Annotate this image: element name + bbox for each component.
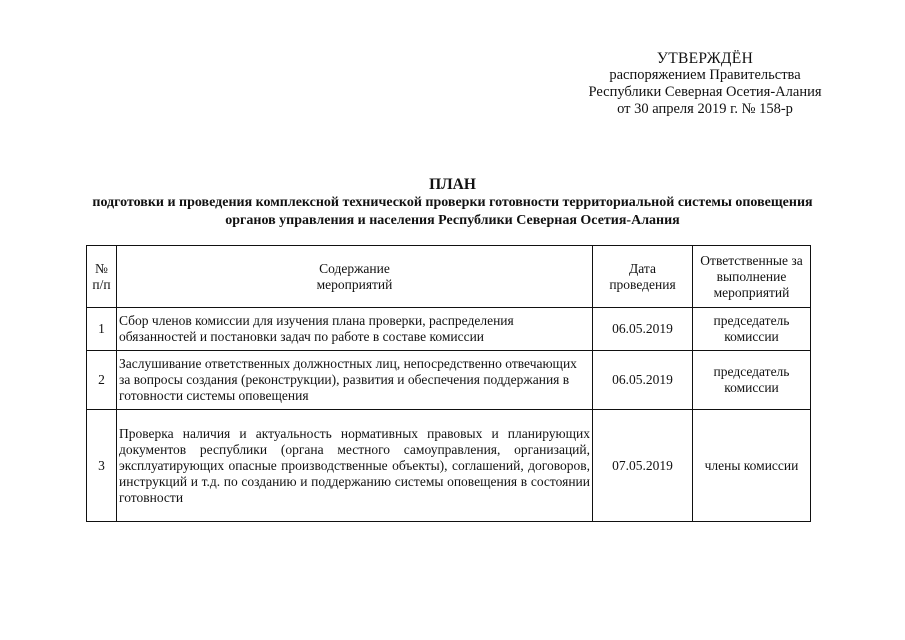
- row-content: Сбор членов комиссии для изучения плана проверки, распределения обязанностей и постановки задач по работе в составе комиссии: [117, 308, 593, 351]
- approval-line-2: Республики Северная Осетия-Алания: [588, 84, 822, 100]
- approval-line-1: распоряжением Правительства: [609, 67, 801, 83]
- header-resp-line-1: Ответственные за: [700, 252, 803, 268]
- header-date-line-2: проведения: [609, 276, 676, 292]
- header-content-line-2: мероприятий: [316, 276, 393, 292]
- header-content: [117, 246, 593, 308]
- header-date-line-1: Дата: [629, 260, 656, 276]
- row-responsible: члены комиссии: [693, 410, 811, 522]
- document-title: [20, 176, 885, 230]
- row-date: 07.05.2019: [593, 410, 693, 522]
- row-content: Заслушивание ответственных должностных лиц, непосредственно отвечающих за вопросы создания (реконструкции), развития и обеспечения поддержания в готовности системы оповещения: [117, 351, 593, 410]
- header-date: [593, 246, 693, 308]
- approval-heading: УТВЕРЖДЁН: [656, 50, 754, 67]
- header-resp-line-3: мероприятий: [713, 284, 790, 300]
- approval-line-3: от 30 апреля 2019 г. № 158-р: [617, 101, 793, 117]
- header-resp-line-2: выполнение: [716, 268, 787, 284]
- header-num-line-2: п/п: [92, 276, 111, 292]
- row-content: Проверка наличия и актуальность нормативных правовых и планирующих документов республики (органа местного самоуправления, организаций, эксплуатирующих опасные производственные объекты), соглашений, договоров, инструкций и т.д. по созданию и поддержанию системы оповещения в состоянии готовности: [117, 410, 593, 522]
- table-header-row: [87, 246, 811, 308]
- row-num: 3: [87, 410, 117, 522]
- plan-table: [86, 245, 811, 522]
- row-responsible: председатель комиссии: [693, 308, 811, 351]
- approval-stamp: [520, 50, 890, 118]
- header-content-line-1: Содержание: [319, 260, 390, 276]
- table-row: [87, 308, 811, 351]
- header-responsible: [693, 246, 811, 308]
- title-line-2: органов управления и населения Республики Северная Осетия-Алания: [225, 213, 680, 228]
- row-num: 1: [87, 308, 117, 351]
- title-line-1: подготовки и проведения комплексной технической проверки готовности территориальной системы оповещения: [92, 195, 813, 210]
- table-row: [87, 410, 811, 522]
- header-num-line-1: №: [95, 260, 108, 276]
- row-date: 06.05.2019: [593, 308, 693, 351]
- table-row: [87, 351, 811, 410]
- row-date: 06.05.2019: [593, 351, 693, 410]
- row-responsible: председатель комиссии: [693, 351, 811, 410]
- row-num: 2: [87, 351, 117, 410]
- header-num: [87, 246, 117, 308]
- title-main: ПЛАН: [429, 176, 476, 193]
